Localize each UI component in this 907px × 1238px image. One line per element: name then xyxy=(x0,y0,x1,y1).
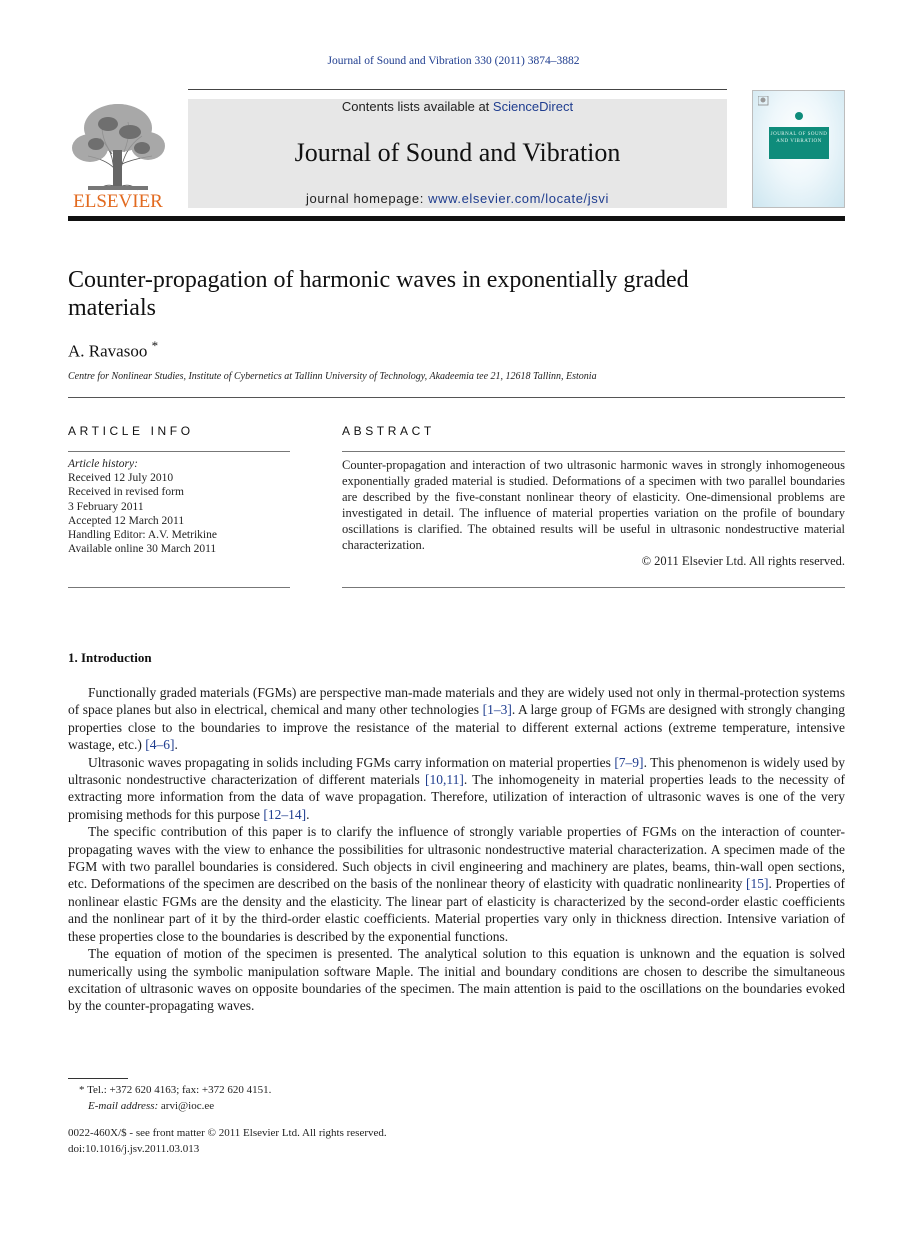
abstract-body xyxy=(342,457,845,569)
homepage-label: journal homepage: xyxy=(306,191,429,206)
journal-title: Journal of Sound and Vibration xyxy=(294,138,621,167)
paragraph-text: . Properties of nonlinear elastic FGMs are the density and the elasticity. The linear part of elasticity is characterized by the second-order elastic coefficients and the nonlinear part of it by the third-order elastic coefficients. Material properties vary only in thickness direction. Intensive variation of these properties close to the boundaries is described by the exponential functions. xyxy=(68,876,845,944)
email-label: E-mail address: xyxy=(88,1099,159,1112)
article-history-label: Article history: xyxy=(68,458,138,470)
article-info-rule-bottom xyxy=(68,587,290,588)
history-item: Received 12 July 2010 xyxy=(68,472,174,485)
email-address[interactable]: arvi@ioc.ee xyxy=(160,1099,215,1112)
footnote-contact: Tel.: +372 620 4163; fax: +372 620 4151. xyxy=(87,1084,272,1096)
journal-cover-thumbnail[interactable] xyxy=(752,90,845,208)
author-footnote-mark[interactable]: * xyxy=(151,338,159,353)
paragraph-text: . xyxy=(306,806,310,822)
introduction-body xyxy=(68,684,845,1015)
elsevier-logo[interactable] xyxy=(68,98,168,210)
header-rule xyxy=(188,89,727,90)
cover-emblem-icon xyxy=(794,111,804,121)
contents-line xyxy=(188,99,727,114)
footnote-contact-line xyxy=(68,1083,271,1099)
paragraph-text: . A large group of FGMs are designed with strongly changing properties close to the boundaries to improve the resistance of the material to different external actions (extreme temperature, intensive wastage, etc.) xyxy=(68,702,845,753)
paragraph-text: The specific contribution of this paper is to clarify the influence of strongly variable properties of FGMs on the interaction of counter-propagating waves with the view to enhance the possibilities for ultrasonic nondestructive material characterization. A specimen made of the FGM with two parallel boundaries is considered. Such objects in civil engineering and machinery are plates, beams, thin-wall open sections, etc. Deformations of the specimen are described on the basis of the nonlinear theory of elasticity with quadratic nonlinearity xyxy=(68,824,845,892)
article-info-heading: ARTICLE INFO xyxy=(68,424,194,438)
footnote-rule xyxy=(68,1078,128,1079)
author-name[interactable] xyxy=(68,338,158,362)
svg-text:ELSEVIER: ELSEVIER xyxy=(73,191,163,210)
citation-link[interactable]: [10,11] xyxy=(424,772,464,788)
abstract-rule-top xyxy=(342,451,845,452)
journal-citation[interactable]: Journal of Sound and Vibration 330 (2011) 3874–3882 xyxy=(327,55,580,67)
citation-link[interactable]: [12–14] xyxy=(263,806,307,822)
elsevier-mini-logo-icon xyxy=(758,96,774,106)
contents-label: Contents lists available at xyxy=(341,99,493,114)
history-item: Accepted 12 March 2011 xyxy=(68,514,185,527)
header-thick-rule xyxy=(68,216,845,221)
front-matter xyxy=(68,1126,387,1157)
article-title: Counter-propagation of harmonic waves in exponentially graded materials xyxy=(68,267,689,321)
affiliation-rule xyxy=(68,397,845,398)
cover-title-box: JOURNAL OF SOUND AND VIBRATION xyxy=(769,127,829,159)
paragraph-text: Functionally graded materials (FGMs) are perspective man-made materials and they are widely used not only in thermal-protection systems of space planes but also in electrical, chemical and many other technologies xyxy=(68,685,845,718)
paragraph: The equation of motion of the specimen is presented. The analytical solution to this equation is unknown and the equation is solved numerically using the symbolic manipulation software Maple. The initial and boundary conditions are chosen to describe the simultaneous excitation of ultrasonic waves on opposite boundaries of the specimen. The main attention is paid to the oscillations on the boundaries evoked by the counter-propagating waves. xyxy=(68,946,845,1014)
history-item: 3 February 2011 xyxy=(68,500,144,513)
abstract-copyright: © 2011 Elsevier Ltd. All rights reserved. xyxy=(641,554,845,568)
history-item: Received in revised form xyxy=(68,486,184,499)
history-item: Available online 30 March 2011 xyxy=(68,543,217,556)
paragraph-text: Ultrasonic waves propagating in solids including FGMs carry information on material properties xyxy=(88,754,615,770)
paragraph-text: . The inhomogeneity in material properties leads to the necessity of extracting more information from the data of wave propagation. Therefore, utilization of interaction of ultrasonic waves is one of the very promising methods for this purpose xyxy=(68,772,845,822)
article-info-rule-top xyxy=(68,451,290,452)
citation-link[interactable]: [7–9] xyxy=(614,754,644,770)
footnote-mark: * xyxy=(79,1084,85,1096)
elsevier-tree-icon xyxy=(68,98,168,210)
article-history xyxy=(68,457,217,556)
paragraph-text: . xyxy=(174,737,178,753)
paragraph-text: . This phenomenon is widely used by ultrasonic nondestructive characterization of different materials xyxy=(68,754,846,788)
section-heading-introduction: 1. Introduction xyxy=(68,650,152,665)
history-item: Handling Editor: A.V. Metrikine xyxy=(68,529,217,542)
abstract-text: Counter-propagation and interaction of two ultrasonic harmonic waves in strongly inhomogeneous exponentially graded material is studied. Deformations of a specimen with two parallel boundaries are described by the five-constant nonlinear theory of elasticity. One-dimensional problems are investigated in detail. The influence of material properties variation on the profile of boundary oscillations is clarified. The obtained results will be useful in ultrasonic nondestructive material characterization. xyxy=(342,458,845,552)
citation-link[interactable]: [4–6] xyxy=(145,737,175,753)
abstract-rule-bottom xyxy=(342,587,845,588)
sciencedirect-link[interactable]: ScienceDirect xyxy=(492,99,574,114)
author-affiliation: Centre for Nonlinear Studies, Institute of Cybernetics at Tallinn University of Technology, Akadeemia tee 21, 12618 Tallinn, Estonia xyxy=(68,371,597,382)
corresponding-author-footnote xyxy=(68,1083,271,1114)
citation-link[interactable]: [15] xyxy=(745,876,769,892)
homepage-link[interactable]: www.elsevier.com/locate/jsvi xyxy=(428,191,609,206)
abstract-heading: ABSTRACT xyxy=(342,424,435,438)
paragraph xyxy=(68,684,845,754)
author-name-text[interactable]: A. Ravasoo xyxy=(68,341,148,361)
doi-line[interactable]: doi:10.1016/j.jsv.2011.03.013 xyxy=(68,1142,200,1155)
paragraph xyxy=(68,823,845,945)
footnote-email-line xyxy=(68,1099,271,1115)
journal-homepage-line xyxy=(188,191,727,206)
paragraph xyxy=(68,754,845,824)
issn-line: 0022-460X/$ - see front matter © 2011 Elsevier Ltd. All rights reserved. xyxy=(68,1127,387,1139)
citation-link[interactable]: [1–3] xyxy=(482,702,512,718)
